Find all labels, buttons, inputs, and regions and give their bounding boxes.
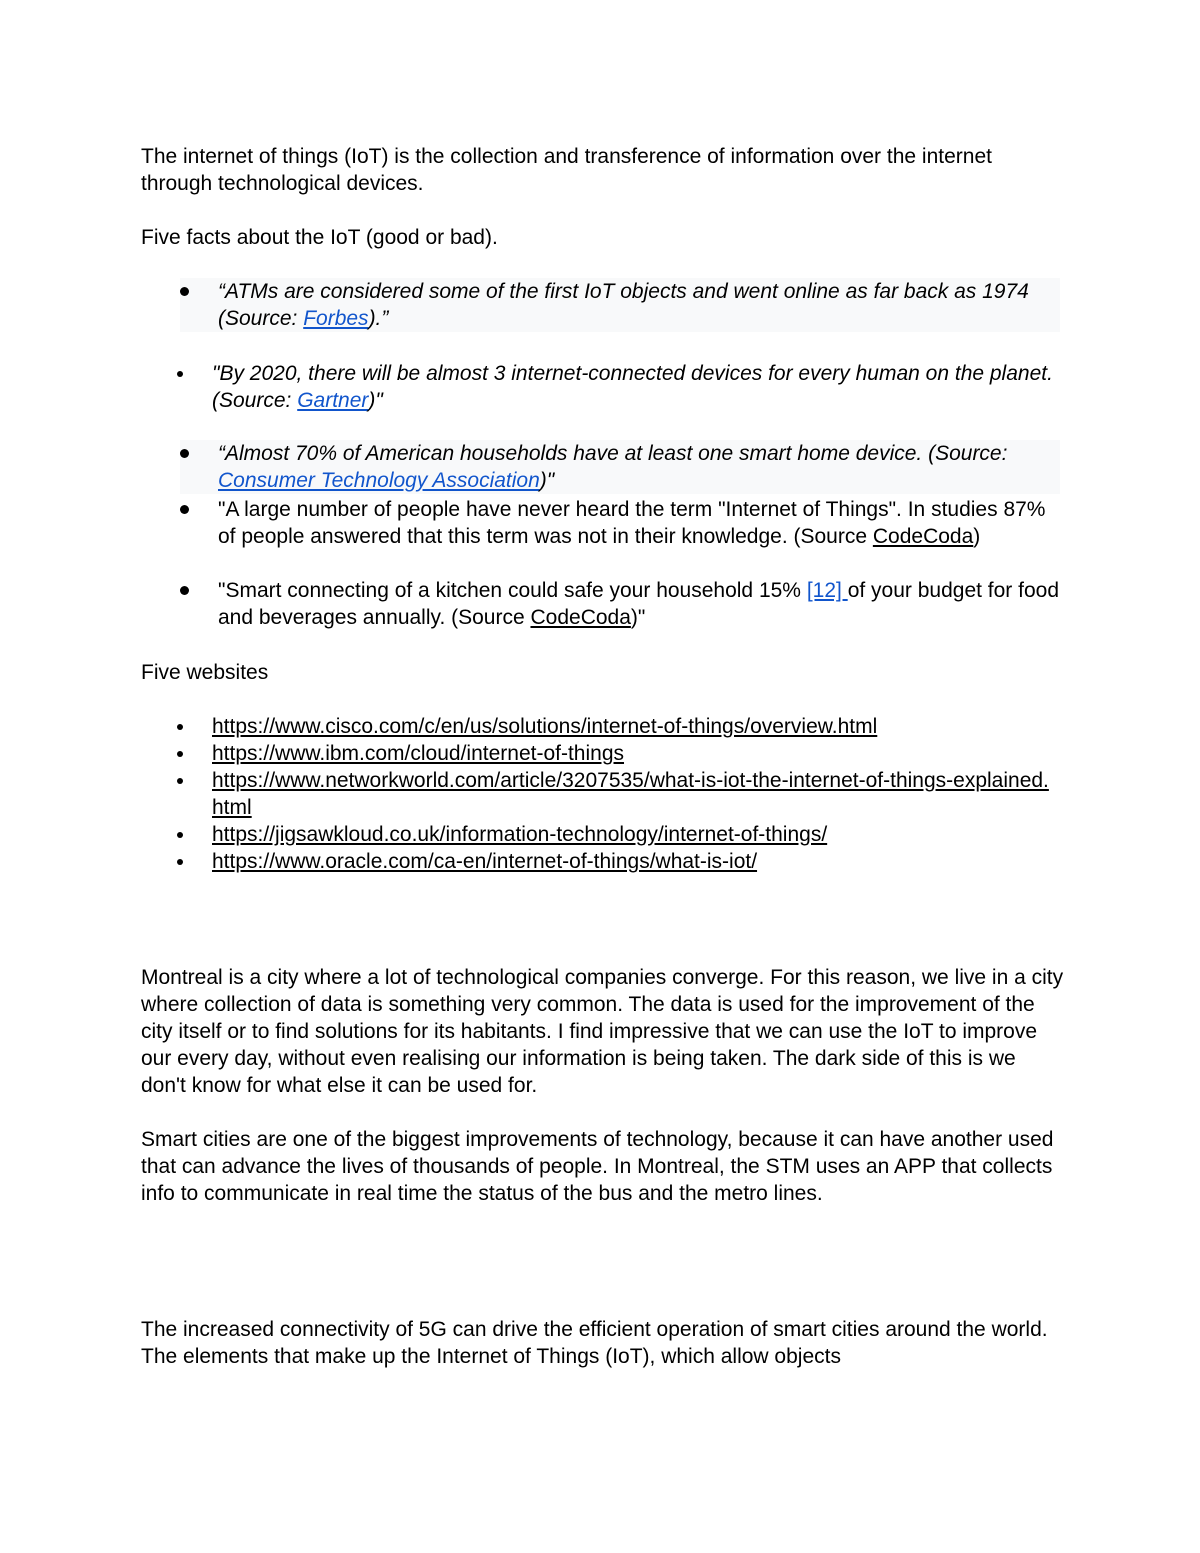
fact-text: “Almost 70% of American households have at least one smart home device. (Source: Consumer Technology Association)" [218, 442, 1008, 492]
bullet-icon [177, 751, 183, 757]
source-link-codecoda[interactable]: CodeCoda [872, 525, 974, 548]
montreal-paragraph: Montreal is a city where a lot of technological companies converge. For this reason, we live in a city where collection of data is something very common. The data is used for the improvement of the city itself or to find solutions for its habitants. I find impressive that we can use the IoT to improve our every day, without even realising our information is being taken. The dark side of this is we don't know for what else it can be used for. [141, 966, 1064, 1097]
bullet-icon [177, 778, 183, 784]
website-link-networkworld[interactable]: https://www.networkworld.com/article/3207535/what-is-iot-the-internet-of-things-explained.html [212, 769, 1049, 819]
bullet-icon [177, 371, 183, 377]
intro-paragraph: The internet of things (IoT) is the collection and transference of information over the internet through technological devices. [141, 145, 992, 195]
website-item-3 [174, 767, 1064, 821]
source-link-cta[interactable]: Consumer Technology Association [218, 469, 540, 492]
bullet-icon [180, 449, 189, 458]
website-item-2 [174, 740, 1064, 767]
fact-item-4 [180, 496, 1060, 577]
bullet-icon [180, 505, 189, 514]
bullet-icon [180, 287, 189, 296]
footnote-link-12[interactable]: [12] [806, 579, 848, 602]
fact-text: “ATMs are considered some of the first IoT objects and went online as far back as 1974 (Source: Forbes).” [218, 280, 1029, 330]
fact-item-3 [180, 440, 1060, 494]
website-link-cisco[interactable]: https://www.cisco.com/c/en/us/solutions/internet-of-things/overview.html [212, 715, 878, 738]
fact-item-5 [180, 577, 1060, 631]
fact-item-1 [180, 278, 1060, 332]
source-link-codecoda[interactable]: CodeCoda [530, 606, 631, 629]
5g-paragraph: The increased connectivity of 5G can drive the efficient operation of smart cities around the world. The elements that make up the Internet of Things (IoT), which allow objects [141, 1318, 1048, 1368]
website-link-jigsawkloud[interactable]: https://jigsawkloud.co.uk/information-technology/internet-of-things/ [212, 823, 828, 846]
bullet-icon [177, 859, 183, 865]
website-link-oracle[interactable]: https://www.oracle.com/ca-en/internet-of-things/what-is-iot/ [212, 850, 758, 873]
bullet-icon [177, 724, 183, 730]
fact-text: "A large number of people have never heard the term "Internet of Things". In studies 87% of people answered that this term was not in their knowledge. (Source CodeCoda) [218, 498, 1046, 548]
fact-item-2 [174, 360, 1054, 414]
source-link-gartner[interactable]: Gartner [297, 389, 369, 412]
website-link-ibm[interactable]: https://www.ibm.com/cloud/internet-of-things [212, 742, 625, 765]
bullet-icon [180, 586, 189, 595]
smart-cities-paragraph: Smart cities are one of the biggest improvements of technology, because it can have another used that can advance the lives of thousands of people. In Montreal, the STM uses an APP that collects info to communicate in real time the status of the bus and the metro lines. [141, 1128, 1054, 1205]
fact-text: "Smart connecting of a kitchen could safe your household 15% [12] of your budget for food and beverages annually. (Source CodeCoda)" [218, 579, 1059, 629]
fact-text: "By 2020, there will be almost 3 internet-connected devices for every human on the planet. (Source: Gartner)" [212, 362, 1053, 412]
bullet-icon [177, 832, 183, 838]
website-item-4 [174, 821, 1064, 848]
website-item-1 [174, 713, 1064, 740]
websites-heading: Five websites [141, 661, 269, 684]
website-item-5 [174, 848, 1064, 875]
source-link-forbes[interactable]: Forbes [303, 307, 369, 330]
facts-heading: Five facts about the IoT (good or bad). [141, 226, 498, 249]
